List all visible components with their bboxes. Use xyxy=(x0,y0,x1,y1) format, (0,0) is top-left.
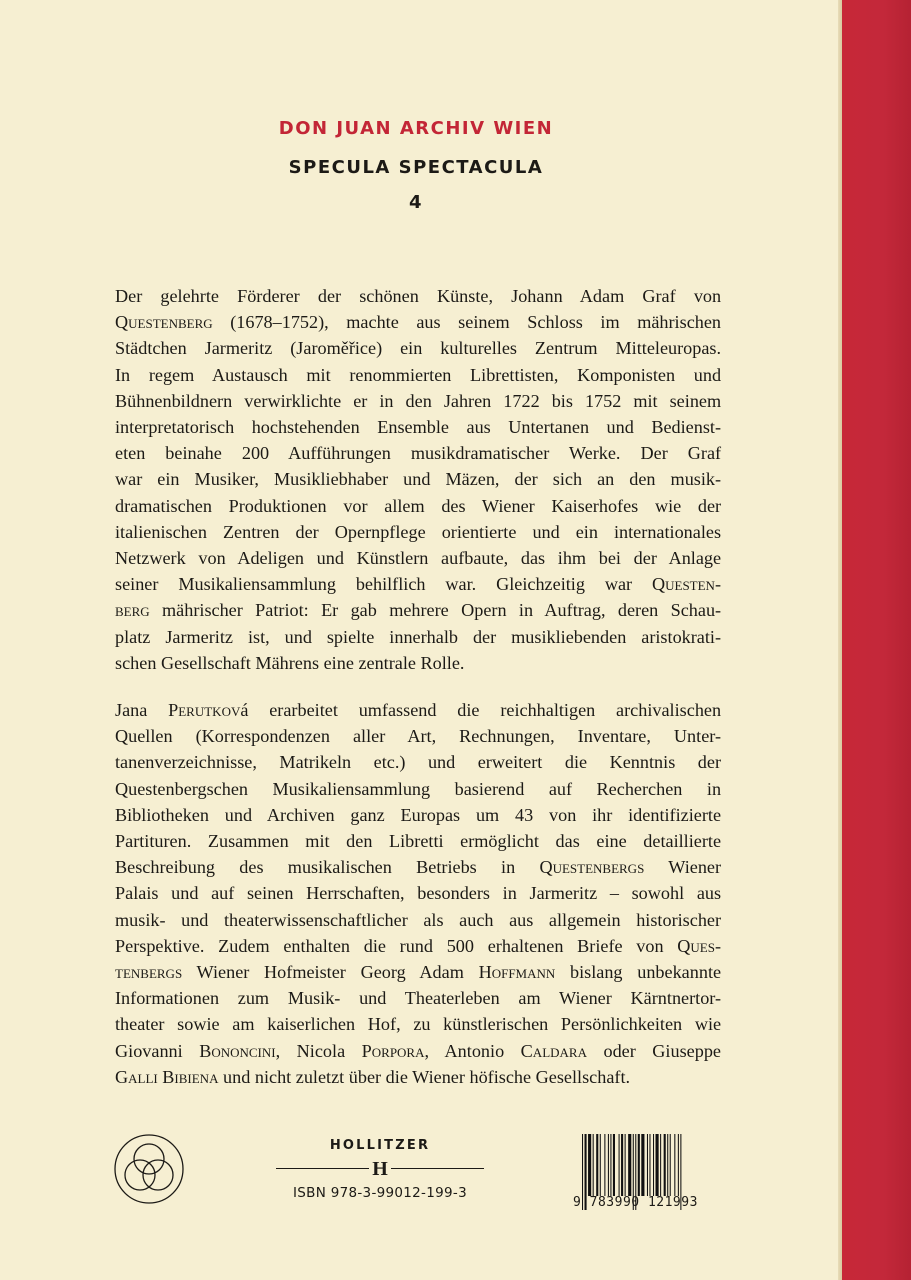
text-line: interpretatorisch hochstehenden Ensemble aus Untertanen und Bedienst- xyxy=(115,417,722,438)
text-line: Questenbergschen Musikaliensammlung basierend auf Recherchen in xyxy=(115,778,722,799)
red-spine xyxy=(842,0,911,1280)
text-line: war ein Musiker, Musikliebhaber und Mäzen, der sich an den musik- xyxy=(115,469,722,490)
series-title: SPECULA SPECTACULA xyxy=(288,157,544,178)
text-line: Informationen zum Musik- und Theaterleben am Wiener Kärntnertor- xyxy=(115,988,722,1009)
text-line: tanenverzeichnisse, Matrikeln etc.) und erweitert die Kenntnis der xyxy=(115,752,722,773)
text-line: schen Gesellschaft Mährens eine zentrale Rolle. xyxy=(115,652,465,673)
publisher-monogram-letter: H xyxy=(369,1157,391,1181)
text-line: platz Jarmeritz ist, und spielte innerhalb der musikliebenden aristokrati- xyxy=(115,626,722,647)
text-line: Bühnenbildnern verwirklichte er in den Jahren 1722 bis 1752 mit seinem xyxy=(115,390,722,411)
text-line: berg mährischer Patriot: Er gab mehrere Opern in Auftrag, deren Schau- xyxy=(115,600,722,621)
text-line: Galli Bibiena und nicht zuletzt über die Wiener höfische Gesellschaft. xyxy=(115,1066,631,1087)
series-volume: 4 xyxy=(408,192,424,213)
isbn: ISBN 978-3-99012-199-3 xyxy=(293,1185,467,1201)
text-line: Questenberg (1678–1752), machte aus seinem Schloss im mährischen xyxy=(115,312,722,333)
text-line: seiner Musikaliensammlung behilflich war. Gleichzeitig war Questen- xyxy=(115,574,722,595)
interlocking-circles-logo-icon xyxy=(113,1133,185,1205)
text-line: Netzwerk von Adeligen und Künstlern aufbaute, das ihm bei der Anlage xyxy=(115,548,722,569)
blurb-paragraph-2 xyxy=(115,697,721,1090)
publisher-name: HOLLITZER xyxy=(329,1138,431,1153)
text-line: tenbergs Wiener Hofmeister Georg Adam Hoffmann bislang unbekannte xyxy=(115,962,722,983)
text-line: eten beinahe 200 Aufführungen musikdramatischer Werke. Der Graf xyxy=(115,443,722,464)
text-line: In regem Austausch mit renommierten Librettisten, Komponisten und xyxy=(115,364,722,385)
text-line: musik- und theaterwissenschaftlicher als auch aus allgemein historischer xyxy=(115,909,722,930)
text-line: dramatischen Produktionen vor allem des Wiener Kaiserhofes wie der xyxy=(115,495,722,516)
text-line: Palais und auf seinen Herrschaften, besonders in Jarmeritz – sowohl aus xyxy=(115,883,722,904)
text-line: Der gelehrte Förderer der schönen Künste, Johann Adam Graf von xyxy=(115,286,722,306)
text-line: Partituren. Zusammen mit den Libretti ermöglicht das eine detaillierte xyxy=(115,831,722,852)
text-line: Bibliotheken und Archiven ganz Europas um 43 von ihr identifizierte xyxy=(115,804,722,825)
text-line: Jana Perutková erarbeitet umfassend die reichhaltigen archivalischen xyxy=(115,700,722,720)
text-line: Perspektive. Zudem enthalten die rund 500 erhaltenen Briefe von Ques- xyxy=(115,935,722,956)
text-line: italienischen Zentren der Opernpflege orientierte und ein internationales xyxy=(115,521,722,542)
text-line: theater sowie am kaiserlichen Hof, zu künstlerischen Persönlichkeiten wie xyxy=(115,1014,722,1035)
blurb-paragraph-1 xyxy=(115,283,721,676)
series-publisher: DON JUAN ARCHIV WIEN xyxy=(278,118,554,139)
text-line: Beschreibung des musikalischen Betriebs in Questenbergs Wiener xyxy=(115,857,722,878)
text-line: Quellen (Korrespondenzen aller Art, Rechnungen, Inventare, Unter- xyxy=(115,726,722,747)
publisher-block xyxy=(270,1138,490,1201)
barcode-digits: 9 783990 121993 xyxy=(573,1195,698,1210)
text-line: Giovanni Bononcini, Nicola Porpora, Antonio Caldara oder Giuseppe xyxy=(115,1040,721,1061)
publisher-monogram xyxy=(270,1157,490,1181)
text-line: Städtchen Jarmeritz (Jaroměřice) ein kulturelles Zentrum Mitteleuropas. xyxy=(115,338,722,359)
